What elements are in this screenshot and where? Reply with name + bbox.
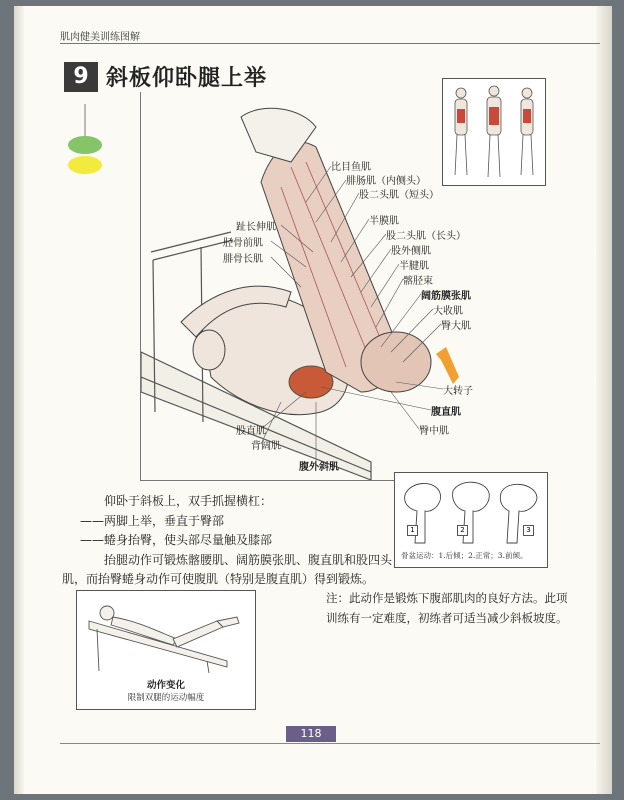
label-semimembranosus: 半膜肌 bbox=[369, 216, 399, 227]
main-illustration bbox=[140, 92, 473, 481]
pelvis-num-2: 2 bbox=[457, 525, 468, 536]
head-shape bbox=[193, 330, 225, 370]
instruction-text bbox=[62, 492, 398, 590]
gluteus-shape bbox=[361, 332, 431, 392]
label-it-band: 髂胫束 bbox=[403, 276, 433, 287]
pelvis-figure bbox=[394, 472, 548, 568]
label-soleus: 比目鱼肌 bbox=[331, 162, 371, 173]
chapter-title: 斜板仰卧腿上举 bbox=[106, 66, 268, 91]
page-edge-shadow bbox=[596, 6, 612, 794]
label-latissimus: 背阔肌 bbox=[251, 441, 281, 452]
label-external-oblique: 腹外斜肌 bbox=[299, 462, 339, 473]
motion-arrow bbox=[436, 347, 459, 384]
three-figure-drawing bbox=[443, 79, 545, 185]
label-adductor-magnus: 大收肌 bbox=[433, 306, 463, 317]
footer-rule bbox=[60, 743, 600, 744]
instruction-line-3: ——蜷身抬臀，使头部尽量触及膝部 bbox=[80, 533, 273, 547]
label-vastus-lateralis: 股外侧肌 bbox=[391, 246, 431, 257]
label-peroneus: 腓骨长肌 bbox=[223, 254, 263, 265]
chapter-number: 9 bbox=[64, 62, 98, 92]
label-greater-trochanter: 大转子 bbox=[443, 386, 473, 397]
variation-figure bbox=[76, 590, 256, 710]
label-biceps-short: 股二头肌（短头） bbox=[359, 190, 439, 201]
label-rectus-abdominis: 腹直肌 bbox=[431, 407, 461, 418]
book-page bbox=[14, 6, 612, 794]
note-text: 注：此动作是锻炼下腹部肌肉的良好方法。此项训练有一定难度，初练者可适当减少斜板坡度。 bbox=[326, 591, 568, 625]
variation-title: 动作变化 bbox=[146, 680, 185, 691]
label-gluteus-maximus: 臀大肌 bbox=[441, 321, 471, 332]
pelvis-caption: 骨盆运动：1.后倾；2.正常；3.前倾。 bbox=[401, 551, 528, 560]
running-head: 肌肉健美训练图解 bbox=[60, 32, 140, 43]
label-tibialis: 胫骨前肌 bbox=[223, 238, 263, 249]
label-biceps-long: 股二头肌（长头） bbox=[386, 231, 466, 242]
instruction-line-4: 抬腿动作可锻炼髂腰肌、阔筋膜张肌、腹直肌和股四头 bbox=[104, 552, 393, 567]
instruction-line-2: ——两脚上举，垂直于臀部 bbox=[80, 513, 225, 528]
anatomy-thumbnail bbox=[442, 78, 546, 186]
pelvis-num-3: 3 bbox=[523, 525, 534, 536]
label-gastrocnemius: 腓肠肌（内侧头） bbox=[346, 176, 426, 187]
label-tfl: 阔筋膜张肌 bbox=[421, 291, 471, 302]
instruction-line-5: 肌，而抬臀蜷身动作可使腹肌（特别是腹直肌）得到锻炼。 bbox=[62, 572, 375, 586]
page-number: 118 bbox=[286, 726, 336, 742]
label-semitendinosus: 半腱肌 bbox=[399, 261, 429, 272]
header-rule bbox=[60, 43, 600, 44]
variation-subtitle: 限制双腿的运动幅度 bbox=[127, 693, 205, 703]
variation-drawing bbox=[77, 591, 255, 677]
pelvis-num-1: 1 bbox=[407, 525, 418, 536]
label-gluteus-medius: 臀中肌 bbox=[419, 426, 449, 437]
label-extensor-digitorum: 趾长伸肌 bbox=[236, 222, 276, 233]
label-rectus-femoris: 股直肌 bbox=[236, 426, 266, 437]
green-dot-icon bbox=[68, 136, 102, 154]
yellow-dot-icon bbox=[68, 156, 102, 174]
page-binding-shadow bbox=[14, 6, 24, 794]
instruction-line-1: 仰卧于斜板上，双手抓握横杠： bbox=[104, 494, 273, 508]
